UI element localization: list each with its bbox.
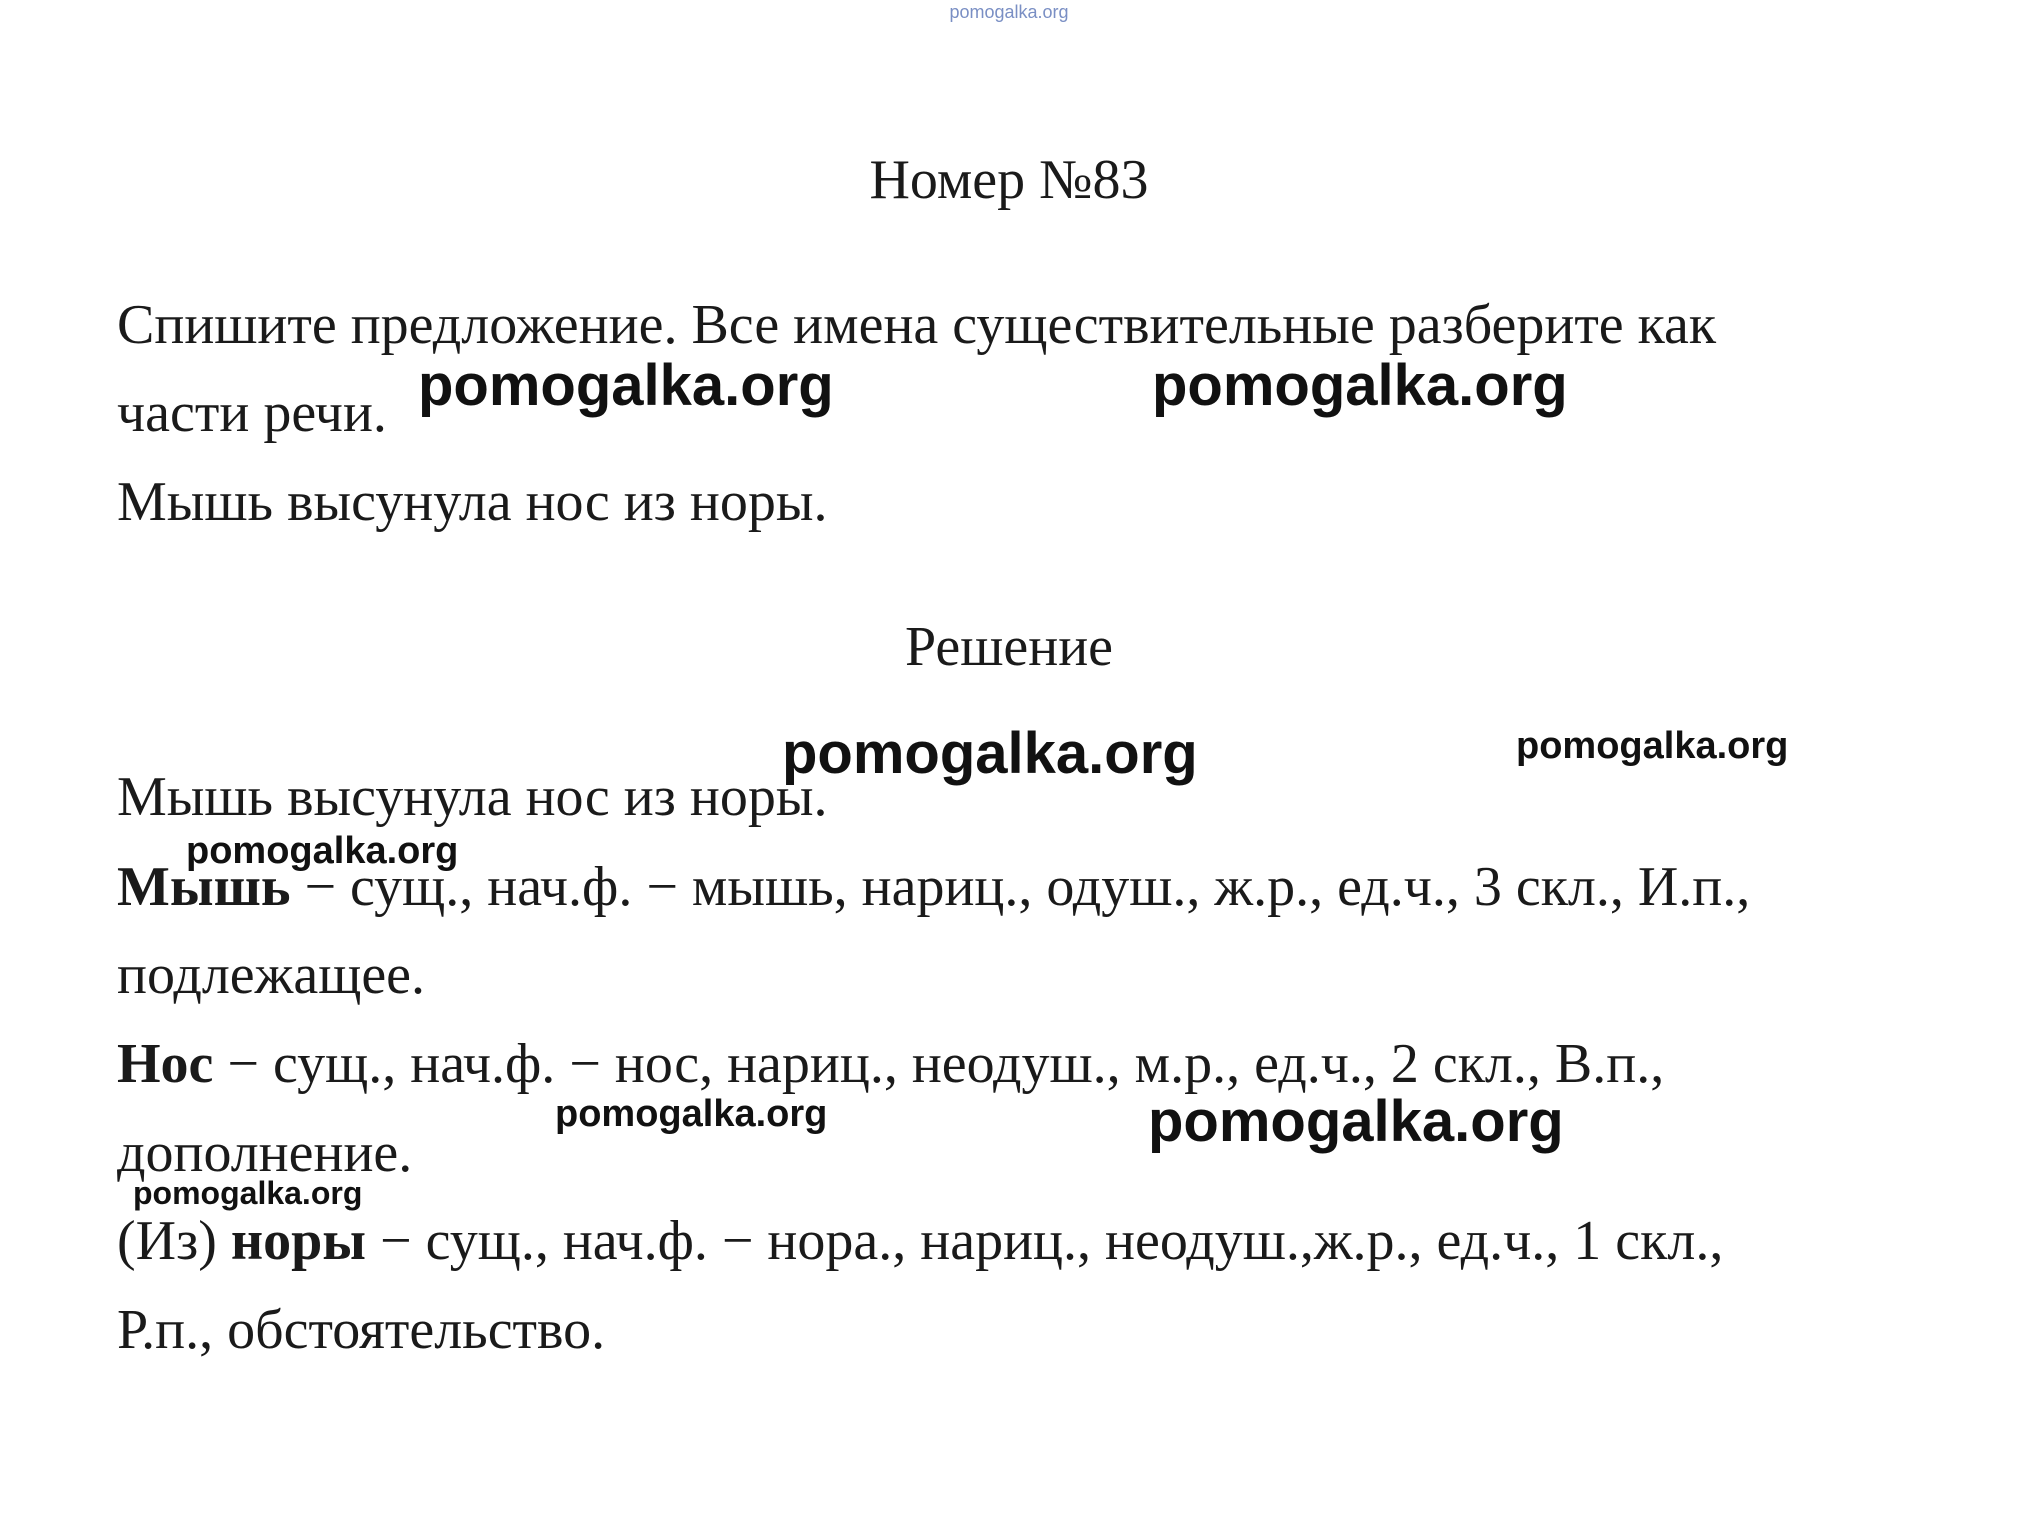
solution-sentence: Мышь высунула нос из норы. — [117, 766, 828, 828]
task-text-line-1: Спишите предложение. Все имена существительные разберите как — [117, 294, 1717, 356]
watermark: pomogalka.org — [1152, 353, 1568, 418]
page-title: Номер №83 — [869, 149, 1149, 211]
analyzed-word: норы — [230, 1210, 366, 1272]
analyzed-word: Мышь — [117, 856, 291, 918]
watermark: pomogalka.org — [1148, 1089, 1564, 1154]
watermark: pomogalka.org — [133, 1175, 363, 1211]
entry-description: − сущ., нач.ф. − нос, нариц., неодуш., м.р., ед.ч., 2 скл., В.п., — [213, 1033, 1665, 1095]
analyzed-word: Нос — [117, 1033, 214, 1095]
watermark: pomogalka.org — [555, 1093, 828, 1135]
watermark: pomogalka.org — [186, 830, 459, 872]
analysis-entry-2-continuation: дополнение. — [117, 1122, 413, 1184]
watermark: pomogalka.org — [418, 353, 834, 418]
analysis-entry-3 — [117, 1206, 1723, 1276]
entry-prefix: (Из) — [117, 1210, 231, 1272]
watermark: pomogalka.org — [1516, 725, 1789, 767]
analysis-entry-1-continuation: подлежащее. — [117, 944, 426, 1006]
watermark: pomogalka.org — [782, 721, 1198, 786]
analysis-entry-3-continuation: Р.п., обстоятельство. — [117, 1299, 606, 1361]
entry-description: − сущ., нач.ф. − нора., нариц., неодуш.,ж.р., ед.ч., 1 скл., — [366, 1210, 1724, 1272]
task-sentence: Мышь высунула нос из норы. — [117, 471, 828, 533]
task-text-line-2: части речи. — [117, 382, 387, 444]
header-watermark: pomogalka.org — [949, 2, 1069, 22]
solution-heading: Решение — [904, 616, 1114, 678]
entry-description: − сущ., нач.ф. − мышь, нариц., одуш., ж.р., ед.ч., 3 скл., И.п., — [290, 856, 1751, 918]
